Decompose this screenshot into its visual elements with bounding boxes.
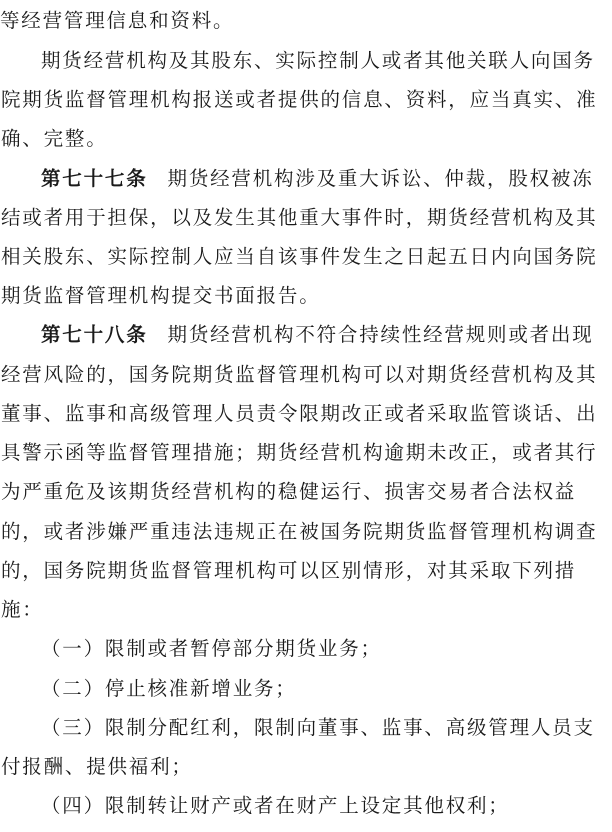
article-78-number: 第七十八条 — [41, 323, 148, 346]
text-line: 相关股东、实际控制人应当自该事件发生之日起五日内向国务院 — [1, 245, 598, 268]
article-78-line — [0, 316, 612, 354]
text-line: 确、完整。 — [1, 127, 108, 150]
list-item: （一）限制或者暂停部分期货业务； — [41, 637, 382, 660]
article-77-number: 第七十七条 — [41, 167, 148, 190]
list-item: （二）停止核准新增业务； — [41, 677, 297, 700]
text-line: 具警示函等监督管理措施；期货经营机构逾期未改正，或者其行 — [1, 441, 598, 464]
text-line: 结或者用于担保，以及发生其他重大事件时，期货经营机构及其 — [1, 206, 598, 229]
text-line: 的，或者涉嫌严重违法违规正在被国务院期货监督管理机构调查 — [1, 520, 598, 543]
list-item: （三）限制分配红利，限制向董事、监事、高级管理人员支 — [41, 716, 595, 739]
list-item: （四）限制转让财产或者在财产上设定其他权利； — [41, 794, 510, 817]
text-line: 经营风险的，国务院期货监督管理机构可以对期货经营机构及其 — [1, 363, 598, 386]
text-line: 等经营管理信息和资料。 — [0, 9, 235, 32]
text-line: 董事、监事和高级管理人员责令限期改正或者采取监管谈话、出 — [1, 402, 598, 425]
article-77-line — [0, 160, 612, 198]
article-77-text: 期货经营机构涉及重大诉讼、仲裁，股权被冻 — [167, 167, 594, 190]
article-78-text: 期货经营机构不符合持续性经营规则或者出现 — [167, 323, 594, 346]
text-line: 的，国务院期货监督管理机构可以区别情形，对其采取下列措 — [1, 559, 577, 582]
text-line: 施： — [1, 598, 44, 621]
paragraph-line: 期货经营机构及其股东、实际控制人或者其他关联人向国务 — [41, 49, 595, 72]
text-line: 院期货监督管理机构报送或者提供的信息、资料，应当真实、准 — [1, 88, 598, 111]
text-line: 付报酬、提供福利； — [1, 755, 193, 778]
text-line: 为严重危及该期货经营机构的稳健运行、损害交易者合法权益 — [1, 480, 577, 503]
text-line: 期货监督管理机构提交书面报告。 — [1, 284, 321, 307]
